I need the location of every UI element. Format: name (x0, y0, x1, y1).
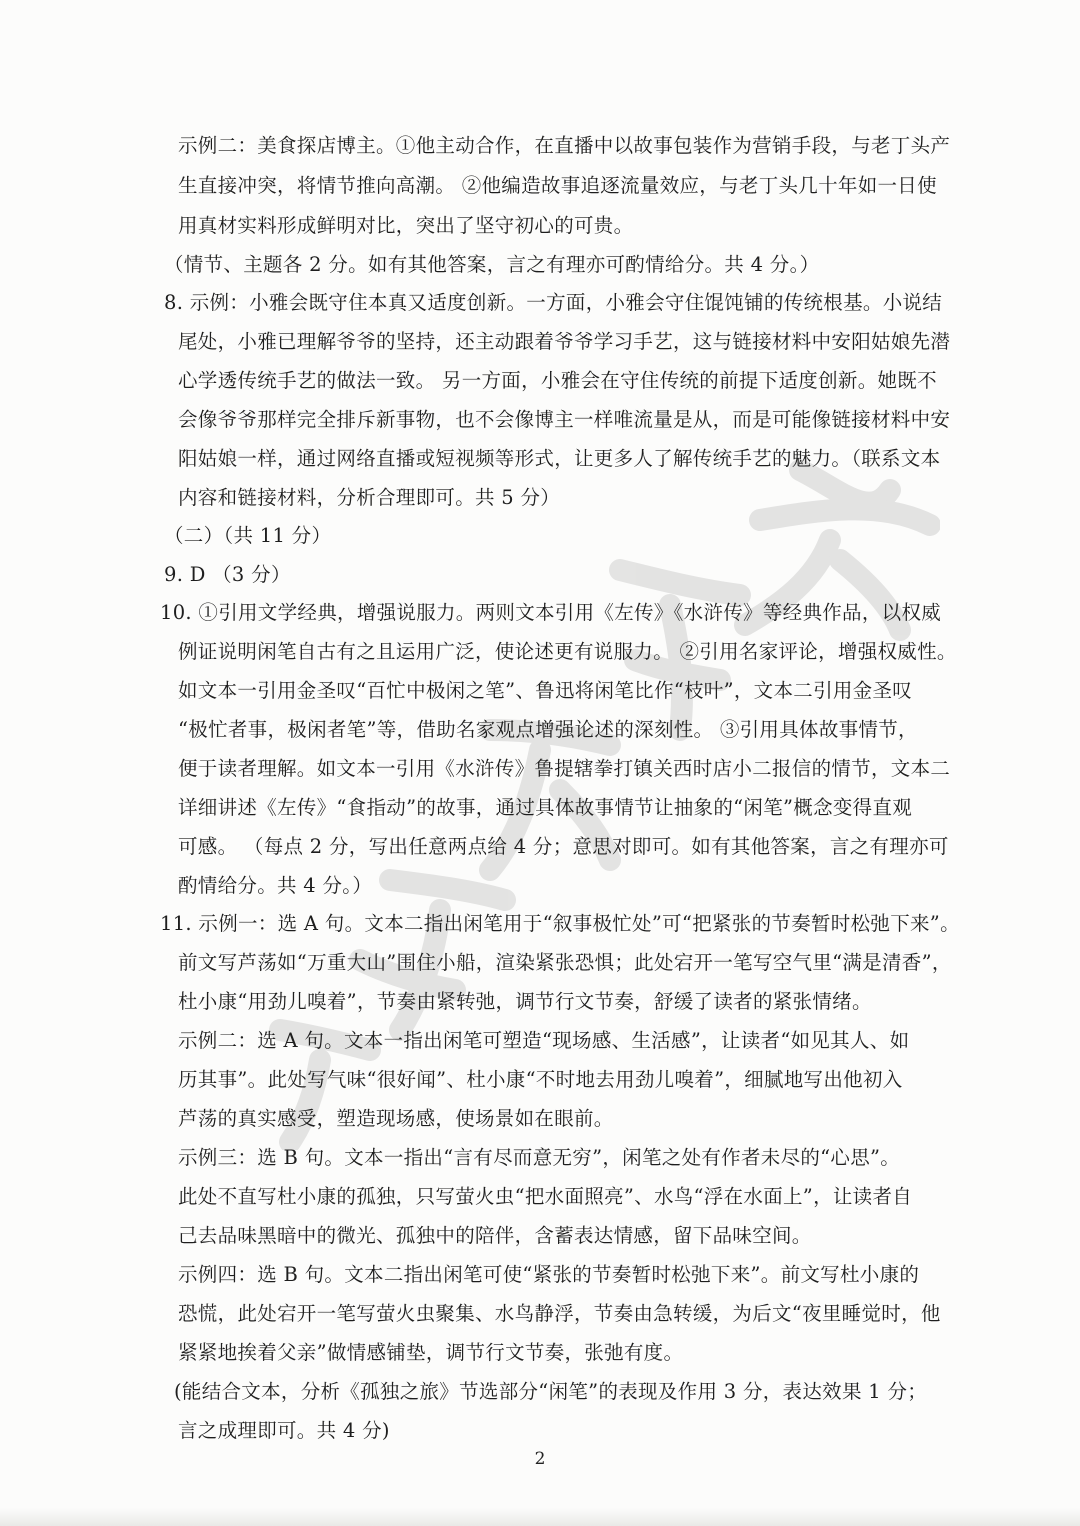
text-line: 示例二：选 A 句。文本一指出闲笔可塑造“现场感、生活感”，让读者“如见其人、如 (178, 1029, 910, 1052)
text-line: 9. D （3 分） (164, 563, 291, 586)
text-line: 示例四：选 B 句。文本二指出闲笔可使“紧张的节奏暂时松弛下来”。前文写杜小康的 (178, 1263, 920, 1286)
text-line: 杜小康“用劲儿嗅着”，节奏由紧转弛，调节行文节奏，舒缓了读者的紧张情绪。 (178, 990, 872, 1013)
text-line: 8. 示例：小雅会既守住本真又适度创新。一方面，小雅会守住馄饨铺的传统根基。小说结 (164, 291, 943, 314)
scan-edge-shadow (0, 1508, 1080, 1526)
text-line: 用真材实料形成鲜明对比，突出了坚守初心的可贵。 (178, 214, 634, 237)
text-line: 阳姑娘一样，通过网络直播或短视频等形式，让更多人了解传统手艺的魅力。（联系文本 (178, 447, 941, 470)
text-line: 可感。 （每点 2 分，写出任意两点给 4 分；意思对即可。如有其他答案，言之有理亦可 (178, 835, 949, 858)
text-line: 便于读者理解。如文本一引用《水浒传》鲁提辖拳打镇关西时店小二报信的情节，文本二 (178, 757, 951, 780)
text-line: 例证说明闲笔自古有之且运用广泛，使论述更有说服力。 ②引用名家评论，增强权威性。 (178, 640, 957, 663)
text-line: “极忙者事，极闲者笔”等，借助名家观点增强论述的深刻性。 ③引用具体故事情节， (178, 718, 918, 741)
text-line: 酌情给分。共 4 分。） (178, 874, 373, 897)
text-line: 己去品味黑暗中的微光、孤独中的陪伴，含蓄表达情感，留下品味空间。 (178, 1224, 812, 1247)
text-line: 紧紧地挨着父亲”做情感铺垫，调节行文节奏，张弛有度。 (178, 1341, 684, 1364)
text-line: （情节、主题各 2 分。如有其他答案，言之有理亦可酌情给分。共 4 分。） (164, 253, 820, 276)
text-line: 如文本一引用金圣叹“百忙中极闲之笔”、鲁迅将闲笔比作“枝叶”，文本二引用金圣叹 (178, 679, 913, 702)
text-line: 芦荡的真实感受，塑造现场感，使场景如在眼前。 (178, 1107, 614, 1130)
text-line: 详细讲述《左传》“食指动”的故事，通过具体故事情节让抽象的“闲笔”概念变得直观 (178, 796, 913, 819)
text-line: 恐慌，此处宕开一笔写萤火虫聚集、水鸟静浮，节奏由急转缓，为后文“夜里睡觉时，他 (178, 1302, 941, 1325)
section-heading: （二）（共 11 分） (164, 524, 332, 547)
text-line: 生直接冲突，将情节推向高潮。 ②他编造故事追逐流量效应，与老丁头几十年如一日使 (178, 174, 937, 197)
text-line: 11. 示例一：选 A 句。文本二指出闲笔用于“叙事极忙处”可“把紧张的节奏暂时松弛下来”。 (160, 912, 960, 935)
text-line: 此处不直写杜小康的孤独，只写萤火虫“把水面照亮”、水鸟“浮在水面上”，让读者自 (178, 1185, 913, 1208)
text-line: (能结合文本，分析《孤独之旅》节选部分“闲笔”的表现及作用 3 分，表达效果 1 分； (174, 1380, 928, 1403)
text-line: 示例二：美食探店博主。①他主动合作，在直播中以故事包装作为营销手段，与老丁头产 (178, 134, 951, 157)
text-line: 尾处，小雅已理解爷爷的坚持，还主动跟着爷爷学习手艺，这与链接材料中安阳姑娘先潜 (178, 330, 951, 353)
text-line: 历其事”。此处写气味“很好闻”、杜小康“不时地去用劲儿嗅着”，细腻地写出他初入 (178, 1068, 903, 1091)
text-line: 前文写芦荡如“万重大山”围住小船，渲染紧张恐惧；此处宕开一笔写空气里“满是清香”， (178, 951, 952, 974)
text-line: 示例三：选 B 句。文本一指出“言有尽而意无穷”，闲笔之处有作者未尽的“心思”。 (178, 1146, 901, 1169)
page-number: 2 (534, 1449, 546, 1469)
text-line: 言之成理即可。共 4 分) (178, 1419, 390, 1442)
text-line: 10. ①引用文学经典，增强说服力。两则文本引用《左传》《水浒传》等经典作品，以权威 (160, 601, 942, 624)
text-line: 会像爷爷那样完全排斥新事物，也不会像博主一样唯流量是从，而是可能像链接材料中安 (178, 408, 951, 431)
text-line: 心学透传统手艺的做法一致。 另一方面，小雅会在守住传统的前提下适度创新。她既不 (178, 369, 937, 392)
text-line: 内容和链接材料，分析合理即可。共 5 分） (178, 486, 561, 509)
